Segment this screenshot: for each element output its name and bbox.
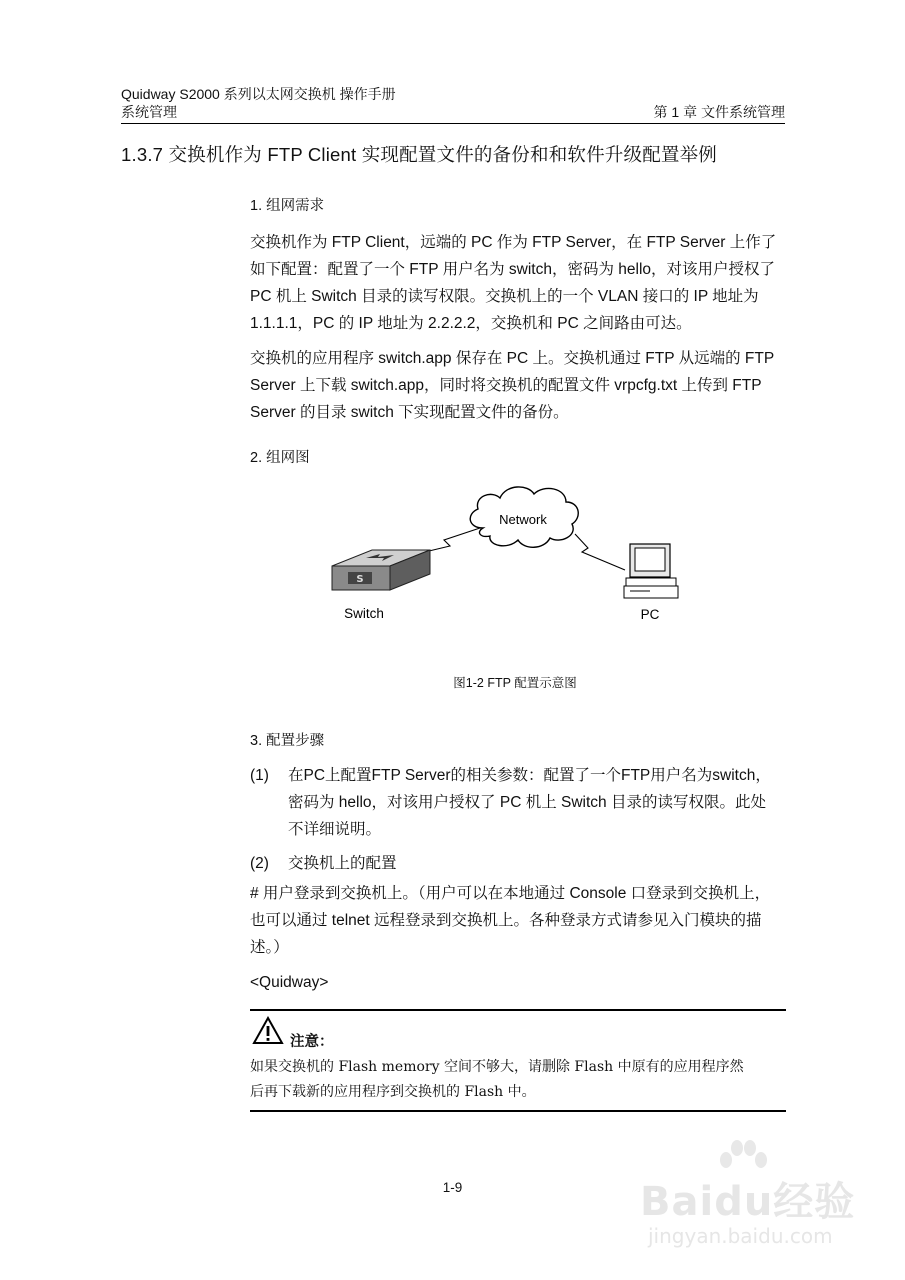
requirement-heading: 1. 组网需求 [250,198,325,214]
text-line: 交换机作为 FTP Client，远端的 PC 作为 FTP Server，在 FTP Server 上作了 [250,234,777,251]
step1-number: (1) [250,767,269,784]
note-bottom-rule [250,1110,786,1112]
note-top-rule [250,1009,786,1011]
requirement-paragraph-1 [250,229,785,337]
text-line: 述。） [250,939,289,956]
text-line: # 用户登录到交换机上。（用户可以在本地通过 Console 口登录到交换机上， [250,885,771,902]
switch-label: Switch [344,606,384,621]
diagram-heading: 2. 组网图 [250,450,310,466]
text-line: 后再下载新的应用程序到交换机的 Flash 中。 [250,1084,536,1100]
switch-icon [332,550,430,590]
cli-prompt: <Quidway> [250,974,329,991]
pc-label: PC [640,607,660,622]
text-line: 交换机的应用程序 switch.app 保存在 PC 上。交换机通过 FTP 从远端的 FTP [250,350,775,367]
diagram-caption: 图1-2 FTP 配置示意图 [453,676,577,690]
header-chapter: 第 1 章 文件系统管理 [653,104,785,120]
header-part: 系统管理 [121,104,177,120]
note-body [250,1055,786,1105]
section-title: 1.3.7 交换机作为 FTP Client 实现配置文件的备份和和软件升级配置举例 [121,144,718,165]
note-title: 注意： [290,1034,334,1050]
header-rule [121,123,785,124]
text-line: Server 的目录 switch 下实现配置文件的备份。 [250,404,569,421]
step2-number: (2) [250,855,269,872]
text-line: 如果交换机的 Flash memory 空间不够大，请删除 Flash 中原有的应用程序然 [250,1059,744,1075]
text-line: Server 上下载 switch.app，同时将交换机的配置文件 vrpcfg.txt 上传到 FTP [250,377,762,394]
pc-icon [624,544,678,598]
text-line: 1.1.1.1，PC 的 IP 地址为 2.2.2.2，交换机和 PC 之间路由可达。 [250,315,692,332]
steps-heading: 3. 配置步骤 [250,733,325,749]
step2-text: 交换机上的配置 [288,855,397,872]
text-line: PC 机上 Switch 目录的读写权限。交换机上的一个 VLAN 接口的 IP 地址为 [250,288,759,305]
login-comment [250,880,785,961]
text-line: 密码为 hello，对该用户授权了 PC 机上 Switch 目录的读写权限。此处 [288,794,766,811]
text-line: 如下配置：配置了一个 FTP 用户名为 switch，密码为 hello，对该用户授权了 [250,261,776,278]
text-line: 在PC上配置FTP Server的相关参数：配置了一个FTP用户名为switch， [288,767,771,784]
page-number: 1-9 [442,1180,463,1195]
header-product: Quidway S2000 系列以太网交换机 操作手册 [121,86,396,102]
svg-text:S: S [356,574,364,585]
watermark-brand: Baidu经验 [640,1179,856,1225]
requirement-paragraph-2 [250,345,785,426]
text-line: 也可以通过 telnet 远程登录到交换机上。各种登录方式请参见入门模块的描 [250,912,762,929]
link-network-pc [575,534,625,570]
text-line: 不详细说明。 [288,821,382,838]
network-diagram [320,478,700,638]
watermark-url: jingyan.baidu.com [648,1224,833,1248]
warning-icon [252,1016,284,1046]
step1-text [288,762,785,843]
cloud-label: Network [499,512,547,527]
